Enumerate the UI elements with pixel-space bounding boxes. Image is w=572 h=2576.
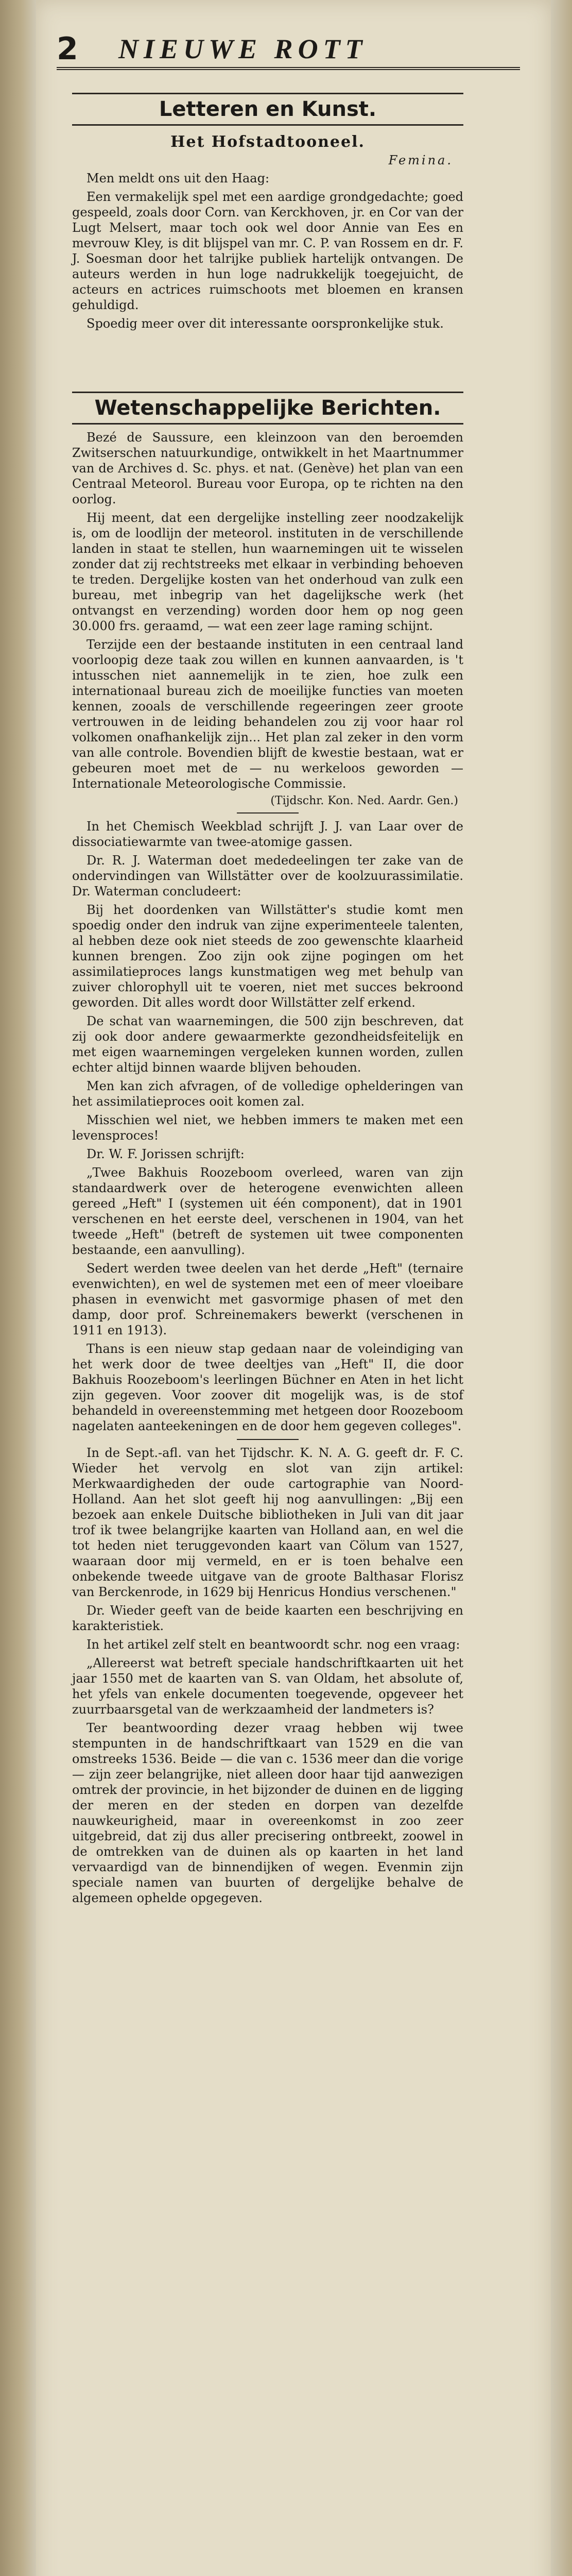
article-title: Het Hofstadtooneel.: [170, 133, 365, 151]
article-byline: Femina.: [388, 153, 453, 167]
paragraph: Dr. Wieder geeft van de beide kaarten een beschrijving en karakteristiek.: [72, 1603, 463, 1633]
divider: [237, 1439, 299, 1440]
paragraph: Dr. W. F. Jorissen schrijft:: [86, 1147, 245, 1161]
paragraph: De schat van waarnemingen, die 500 zijn beschreven, dat zij ook door andere gewaarmerkte gezondheidsfeitelijk en met eigen waarnemingen vergeleken kunnen worden, zullen echter altijd binnen waarde blijven behouden.: [72, 1014, 463, 1075]
masthead: [57, 31, 520, 70]
paragraph: „Allereerst wat betreft speciale handschriftkaarten uit het jaar 1550 met de kaarten van S. van Oldam, het absolute of, het yfels van enkele documenten toegevende, opgeveer het zuurrbaarsgetal van de werkzaamheid der landmeters is?: [72, 1656, 463, 1717]
paragraph: In het artikel zelf stelt en beantwoordt schr. nog een vraag:: [86, 1637, 460, 1652]
paragraph: Spoedig meer over dit interessante oorspronkelijke stuk.: [86, 316, 444, 331]
paragraph: Hij meent, dat een dergelijke instelling zeer noodzakelijk is, om de loodlijn der meteorol. instituten in de verschillende landen in staat te stellen, hun waarnemingen uit te wisselen zonder dat zij rechtstreeks met elkaar in verbinding behoeven te treden. Dergelijke kosten van het onderhoud van zulk een bureau, met inbegrip van het dagelijksche werk (het ontvangst en verzending) worden door hem op nog geen 30.000 frs. geraamd, — wat een zeer lage raming schijnt.: [72, 511, 463, 633]
scan-edge-right: [551, 0, 572, 2576]
paragraph: Bij het doordenken van Willstätter's studie komt men spoedig onder den indruk van zijne experimenteele talenten, al hebben deze ook niet steeds de zoo gewenschte klaarheid kunnen brengen. Zoo zijn ook zijne pogingen om het assimilatieproces langs kunstmatigen weg met behulp van zuiver chlorophyll uit te voeren, niet met succes bekroond geworden. Dit alles wordt door Willstätter zelf erkend.: [72, 903, 463, 1010]
section-title: Letteren en Kunst.: [72, 93, 463, 126]
paragraph: Ter beantwoording dezer vraag hebben wij twee stempunten in de handschriftkaart van 1529 en die van omstreeks 1536. Beide — die van c. 1536 meer dan die vorige — zijn zeer belangrijke, niet alleen door haar tijd aanwezigen omtrek der provincie, in het bijzonder de duinen en de ligging der meren en der steden en dorpen van dezelfde nauwkeurigheid, maar in overeenkomst in zoo zeer uitgebreid, dat zij dus aller precisering ontbreekt, zoowel in de omtrekken van de duinen als op kaarten in het land vervaardigd van de binnendijken of wegen. Evenmin zijn speciale namen van buurten of dergelijke behalve de algemeen ophelde opgegeven.: [72, 1721, 463, 1905]
paragraph: Sedert werden twee deelen van het derde „Heft" (ternaire evenwichten), en wel de systemen met een of meer vloeibare phasen in evenwicht met gasvormige phasen of met den damp, door prof. Schreinemakers bewerkt (verschenen in 1911 en 1913).: [72, 1261, 463, 1337]
paragraph: „Twee Bakhuis Roozeboom overleed, waren van zijn standaardwerk over de heterogene evenwichten alleen gereed „Heft" I (systemen uit één component), dat in 1901 verschenen en het eerste deel, verschenen in 1904, van het tweede „Heft" (betreft de systemen uit twee componenten bestaande, een aanvulling).: [72, 1165, 463, 1257]
paragraph: Thans is een nieuw stap gedaan naar de voleindiging van het werk door de twee deeltjes van „Heft" II, die door Bakhuis Roozeboom's leerlingen Büchner en Aten in het licht zijn gegeven. Voor zoover dit mogelijk was, is de stof behandeld in overeenstemming met hetgeen door Roozeboom nagelaten aanteekeningen en de door hem gegeven colleges".: [72, 1342, 463, 1433]
paragraph: Bezé de Saussure, een kleinzoon van den beroemden Zwitserschen natuurkundige, ontwikkelt in het Maartnummer van de Archives d. Sc. phys. et nat. (Genève) het plan van een Centraal Meteorol. Bureau voor Europa, op te richten na den oorlog.: [72, 430, 463, 506]
paragraph: Terzijde een der bestaande instituten in een centraal land voorloopig deze taak zou willen en kunnen aanvaarden, is 't intusschen niet aannemelijk in te zien, hoe zulk een internationaal bureau zich de moeilijke functies van moeten kennen, zooals de verschillende regeeringen zeer groote vertrouwen in de leiding behandelen zou zij voor haar rol volkomen onafhankelijk zijn... Het plan zal zeker in den vorm van alle controle. Bovendien blijft de kwestie bestaan, wat er gebeuren moet met de — nu werkeloos geworden — Internationale Meteorologische Commissie.: [72, 637, 463, 791]
newspaper-title: NIEUWE ROTT: [118, 33, 368, 64]
section-wetenschappelijk: [72, 392, 463, 1909]
paragraph: In de Sept.-afl. van het Tijdschr. K. N. A. G. geeft dr. F. C. Wieder het vervolg en slot van zijn artikel: Merkwaardigheden der oude cartographie van Noord-Holland. Aan het slot geeft hij nog aanvullingen: „Bij een bezoek aan enkele Duitsche bibliotheken in Juli van dit jaar trof ik twee belangrijke kaarten van Holland aan, en wel die tot heden niet teruggevonden kaart van Cölum van 1527, waaraan door mij vermeld, en er is toen behalve een onbekende tweede uitgave van de groote Balthasar Florisz van Berckenrode, in 1629 bij Henricus Hondius verschenen.": [72, 1446, 463, 1599]
page-number: 2: [57, 31, 78, 67]
paragraph: Misschien wel niet, we hebben immers te maken met een levensproces!: [72, 1113, 463, 1143]
source-citation: (Tijdschr. Kon. Ned. Aardr. Gen.): [270, 794, 458, 807]
paragraph: In het Chemisch Weekblad schrijft J. J. van Laar over de dissociatiewarmte van twee-atomige gassen.: [72, 819, 463, 849]
scan-edge-left: [0, 0, 36, 2576]
section-title: Wetenschappelijke Berichten.: [72, 392, 463, 425]
paragraph: Dr. R. J. Waterman doet mededeelingen ter zake van de ondervindingen van Willstätter over de koolzuurassimilatie. Dr. Waterman concludeert:: [72, 853, 463, 899]
section-letteren: [72, 93, 463, 334]
paragraph: Men kan zich afvragen, of de volledige ophelderingen van het assimilatieproces ooit komen zal.: [72, 1079, 463, 1109]
paragraph: Men meldt ons uit den Haag:: [86, 171, 270, 185]
divider: [237, 812, 299, 814]
paragraph: Een vermakelijk spel met een aardige grondgedachte; goed gespeeld, zoals door Corn. van Kerckhoven, jr. en Cor van der Lugt Melsert, maar toch ook wel door Annie van Ees en mevrouw Kley, is dit blijspel van mr. C. P. van Rossem en dr. F. J. Soesman door het talrijke publiek hartelijk ontvangen. De auteurs werden in hun loge nadrukkelijk toegejuicht, de acteurs en actrices ruimschoots met bloemen en kransen gehuldigd.: [72, 190, 463, 312]
